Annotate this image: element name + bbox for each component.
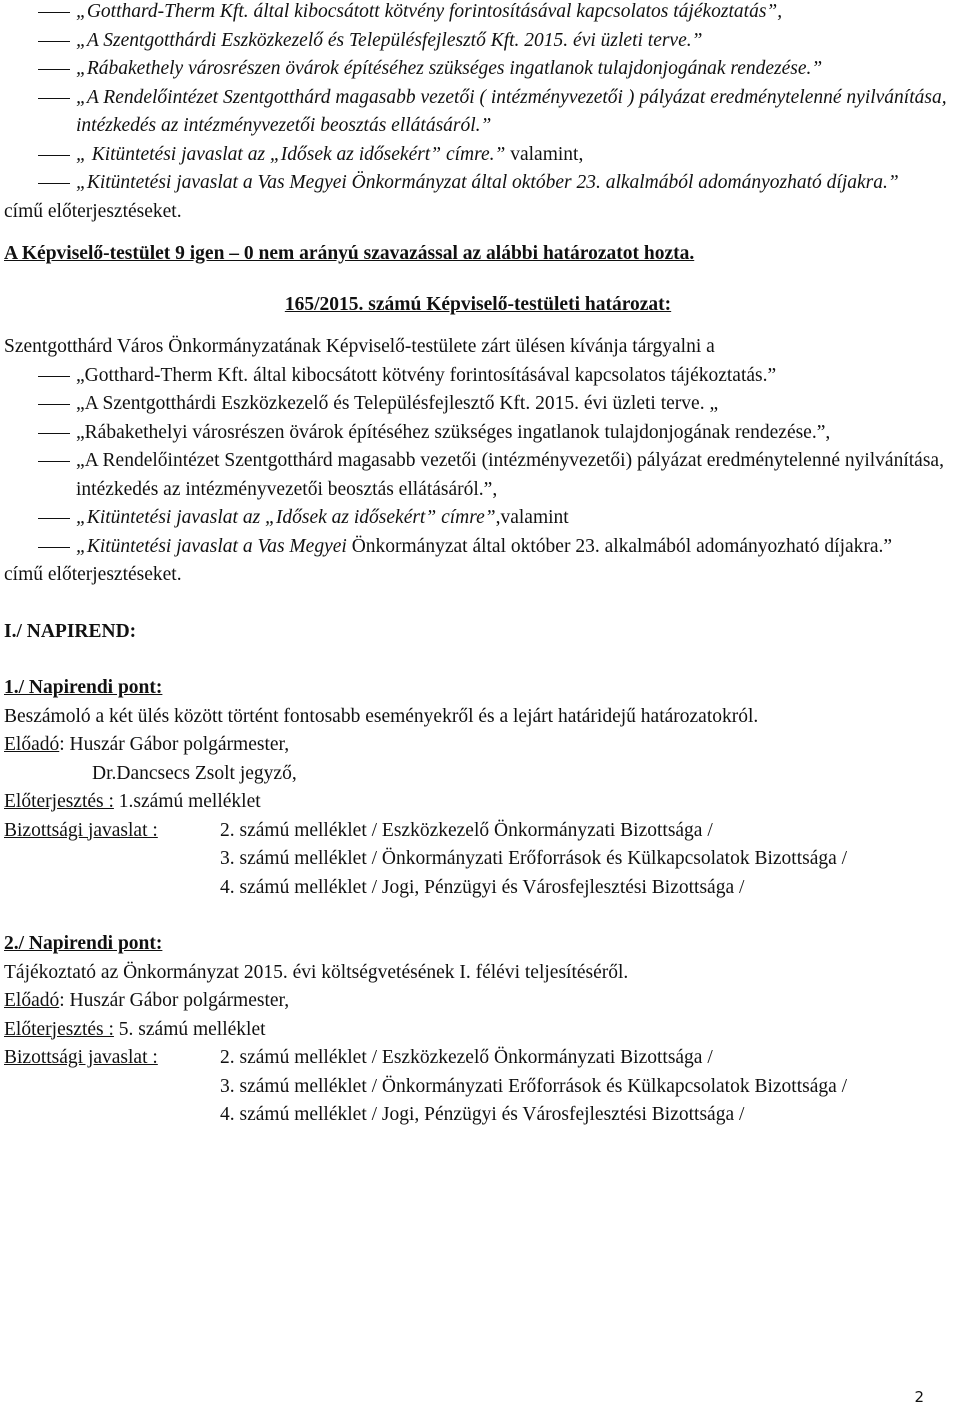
list-item: „ Kitüntetési javaslat az „Idősek az idősekért” címre.” valamint, — [4, 141, 952, 170]
napirend-heading: I./ NAPIREND: — [4, 620, 137, 642]
point-title: Beszámoló a két ülés között történt fontosabb eseményekről és a lejárt határidejű határozatokról. — [4, 705, 759, 727]
dash-bullet — [38, 433, 70, 434]
agenda-list-2 — [4, 362, 952, 562]
page-number: 2 — [914, 1388, 924, 1406]
document-page — [4, 0, 952, 1130]
agenda-point-1 — [4, 674, 952, 902]
list-item: „Gotthard-Therm Kft. által kibocsátott kötvény forintosításával kapcsolatos tájékoztatás”, — [4, 0, 952, 27]
list-item: „Kitüntetési javaslat a Vas Megyei Önkormányzat által október 23. alkalmából adományozható díjakra.” — [4, 169, 952, 198]
resolution-title: 165/2015. számú Képviselő-testületi határozat: — [284, 293, 672, 315]
eloterjesztes-line: Előterjesztés : 5. számú melléklet — [4, 1018, 266, 1040]
vote-line: A Képviselő-testület 9 igen – 0 nem arányú szavazással az alábbi határozatot hozta. — [4, 243, 695, 264]
point-title: Tájékoztató az Önkormányzat 2015. évi költségvetésének I. félévi teljesítéséről. — [4, 961, 629, 983]
list-item: „A Szentgotthárdi Eszközkezelő és Településfejlesztő Kft. 2015. évi üzleti terve.” — [4, 27, 952, 56]
dash-bullet — [38, 547, 70, 548]
dash-bullet — [38, 461, 70, 462]
list-item: „A Szentgotthárdi Eszközkezelő és Településfejlesztő Kft. 2015. évi üzleti terve. „ — [4, 390, 952, 419]
cimu-eloterjesztesek-2: című előterjesztéseket. — [4, 564, 182, 585]
dash-bullet — [38, 41, 70, 42]
bizottsagi-item: 3. számú melléklet / Önkormányzati Erőforrások és Külkapcsolatok Bizottsága / — [220, 848, 848, 869]
bizottsagi-item: 3. számú melléklet / Önkormányzati Erőforrások és Külkapcsolatok Bizottsága / — [220, 1075, 848, 1097]
bizottsagi-item: 2. számú melléklet / Eszközkezelő Önkormányzati Bizottsága / — [220, 1047, 713, 1068]
eloado-second: Dr.Dancsecs Zsolt jegyző, — [92, 762, 297, 784]
dash-bullet — [38, 12, 70, 13]
dash-bullet — [38, 98, 70, 99]
list-item: „A Rendelőintézet Szentgotthárd magasabb vezetői ( intézményvezetői ) pályázat eredménytelenné nyilvánítása, intézkedés az intézményvezetői beosztás ellátásáról.” — [4, 84, 952, 141]
resolution-intro: Szentgotthárd Város Önkormányzatának Képviselő-testülete zárt ülésen kívánja tárgyalni a — [4, 336, 715, 357]
agenda-list-1 — [4, 0, 952, 198]
bizottsagi-javaslat: Bizottsági javaslat : 2. számú melléklet / Eszközkezelő Önkormányzati Bizottsága / 3. számú melléklet / Önkormányzati Erőforrások és Külkapcsolatok Bizottsága / 4. számú melléklet / Jogi, Pénzügyi és Városfejlesztési Bizottsága / — [4, 1044, 952, 1130]
bizottsagi-item: 4. számú melléklet / Jogi, Pénzügyi és Városfejlesztési Bizottsága / — [220, 1104, 745, 1125]
agenda-point-2 — [4, 930, 952, 1130]
dash-bullet — [38, 518, 70, 519]
dash-bullet — [38, 69, 70, 70]
list-item: „Rábakethelyi városrészen övárok építéséhez szükséges ingatlanok tulajdonjogának rendezése.”, — [4, 419, 952, 448]
list-item: „A Rendelőintézet Szentgotthárd magasabb vezetői (intézményvezetői) pályázat eredménytelenné nyilvánítása, intézkedés az intézményvezetői beosztás ellátásáról.”, — [4, 447, 952, 504]
list-item: „Rábakethely városrészen övárok építéséhez szükséges ingatlanok tulajdonjogának rendezése.” — [4, 55, 952, 84]
list-item: „Gotthard-Therm Kft. által kibocsátott kötvény forintosításával kapcsolatos tájékoztatás.” — [4, 362, 952, 391]
eloado-line: Előadó: Huszár Gábor polgármester, — [4, 734, 290, 755]
point-heading: 1./ Napirendi pont: — [4, 677, 163, 698]
dash-bullet — [38, 155, 70, 156]
cimu-eloterjesztesek-1: című előterjesztéseket. — [4, 200, 182, 222]
point-heading: 2./ Napirendi pont: — [4, 933, 163, 954]
list-item: „Kitüntetési javaslat az „Idősek az idősekért” címre”,valamint — [4, 504, 952, 533]
eloado-line: Előadó: Huszár Gábor polgármester, — [4, 990, 290, 1011]
list-item: „Kitüntetési javaslat a Vas Megyei Önkormányzat által október 23. alkalmából adományozható díjakra.” — [4, 533, 952, 562]
dash-bullet — [38, 404, 70, 405]
bizottsagi-item: 2. számú melléklet / Eszközkezelő Önkormányzati Bizottsága / — [220, 819, 713, 841]
dash-bullet — [38, 376, 70, 377]
dash-bullet — [38, 183, 70, 184]
bizottsagi-item: 4. számú melléklet / Jogi, Pénzügyi és Városfejlesztési Bizottsága / — [220, 876, 745, 898]
bizottsagi-javaslat: Bizottsági javaslat : 2. számú melléklet / Eszközkezelő Önkormányzati Bizottsága / 3. számú melléklet / Önkormányzati Erőforrások és Külkapcsolatok Bizottsága / 4. számú melléklet / Jogi, Pénzügyi és Városfejlesztési Bizottsága / — [4, 817, 952, 903]
eloterjesztes-line: Előterjesztés : 1.számú melléklet — [4, 791, 261, 812]
